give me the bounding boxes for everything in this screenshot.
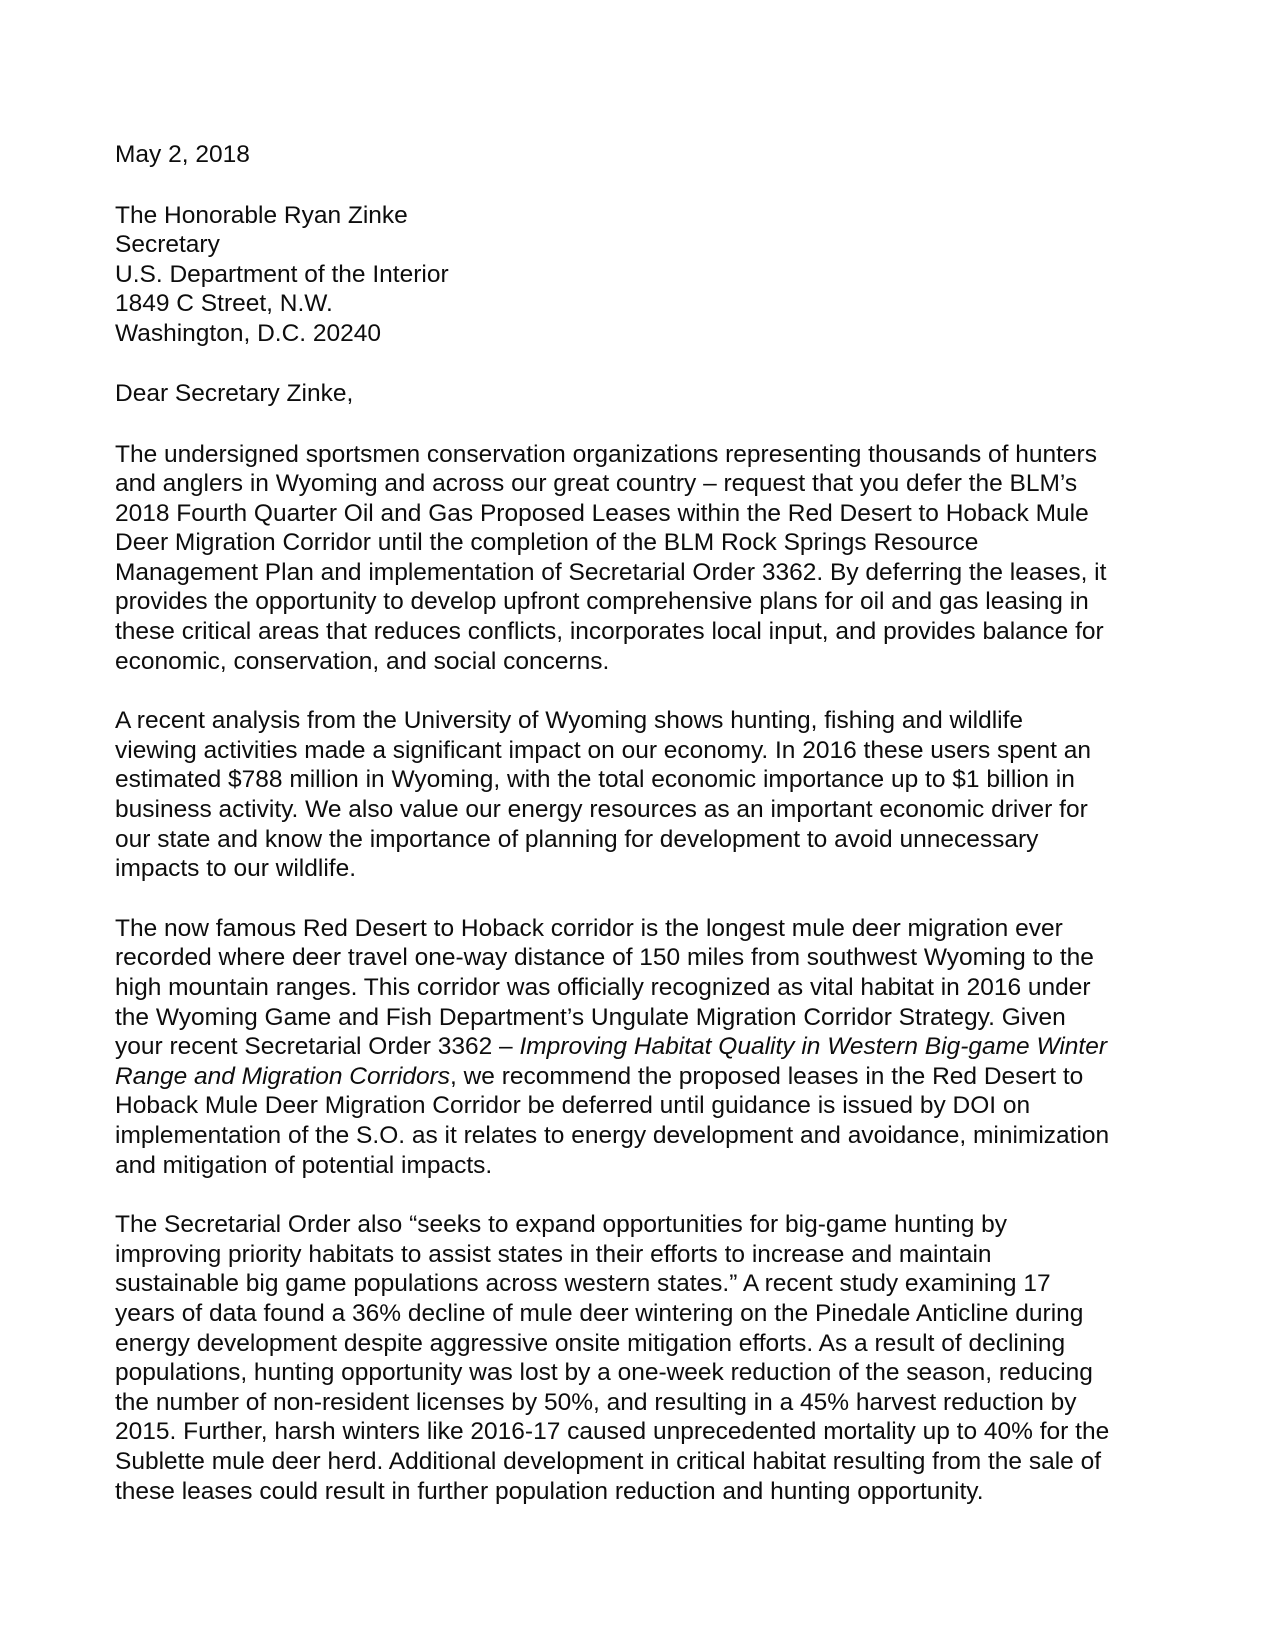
salutation: Dear Secretary Zinke, [115, 380, 354, 407]
body-paragraph-1: The undersigned sportsmen conservation organizations representing thousands of hunters and anglers in Wyoming and across our great country – request that you defer the BLM’s 2018 Fourth Quarter Oil and Gas Proposed Leases within the Red Desert to Hoback Mule Deer Migration Corridor until the completion of the BLM Rock Springs Resource Management Plan and implementation of Secretarial Order 3362. By deferring the leases, it provides the opportunity to develop upfront comprehensive plans for oil and gas leasing in these critical areas that reduces conflicts, incorporates local input, and provides balance for economic, conservation, and social concerns. [115, 440, 1107, 675]
body-paragraph-4: The Secretarial Order also “seeks to expand opportunities for big-game hunting by improving priority habitats to assist states in their efforts to increase and maintain sustainable big game populations across western states.” A recent study examining 17 years of data found a 36% decline of mule deer wintering on the Pinedale Anticline during energy development despite aggressive onsite mitigation efforts. As a result of declining populations, hunting opportunity was lost by a one-week reduction of the season, reducing the number of non-resident licenses by 50%, and resulting in a 45% harvest reduction by 2015. Further, harsh winters like 2016-17 caused unprecedented mortality up to 40% for the Sublette mule deer herd. Additional development in critical habitat resulting from the sale of these leases could result in further population reduction and hunting opportunity. [115, 1211, 1110, 1505]
body-paragraph-3 [115, 914, 1110, 1180]
recipient-street: 1849 C Street, N.W. [115, 290, 333, 317]
recipient-address-block [115, 201, 1110, 349]
body-paragraph-2: A recent analysis from the University of Wyoming shows hunting, fishing and wildlife viewing activities made a significant impact on our economy. In 2016 these users spent an estimated $788 million in Wyoming, with the total economic importance up to $1 billion in business activity. We also value our energy resources as an important economic driver for our state and know the importance of planning for development to avoid unnecessary impacts to our wildlife. [115, 707, 1091, 883]
secretarial-order-title: Improving Habitat Quality in Western Big-game Winter Range and Migration Corridors [115, 1033, 1108, 1090]
recipient-title: Secretary [115, 231, 220, 258]
recipient-agency: U.S. Department of the Interior [115, 260, 449, 288]
letter-date: May 2, 2018 [115, 141, 250, 168]
recipient-name: The Honorable Ryan Zinke [115, 201, 408, 229]
letter-content [115, 140, 1110, 1506]
paragraph-3-trailing-text: , we recommend the proposed leases in the Red Desert to Hoback Mule Deer Migration Corridor be deferred until guidance is issued by DOI on implementation of the S.O. as it relates to energy development and avoidance, minimization and mitigation of potential impacts. [115, 1062, 1110, 1179]
paragraph-3-lead-text: The now famous Red Desert to Hoback corridor is the longest mule deer migration ever recorded where deer travel one-way distance of 150 miles from southwest Wyoming to the high mountain ranges. This corridor was officially recognized as vital habitat in 2016 under the Wyoming Game and Fish Department’s Ungulate Migration Corridor Strategy. Given your recent Secretarial Order 3362 – [115, 914, 1094, 1061]
recipient-city-state-zip: Washington, D.C. 20240 [115, 319, 382, 347]
